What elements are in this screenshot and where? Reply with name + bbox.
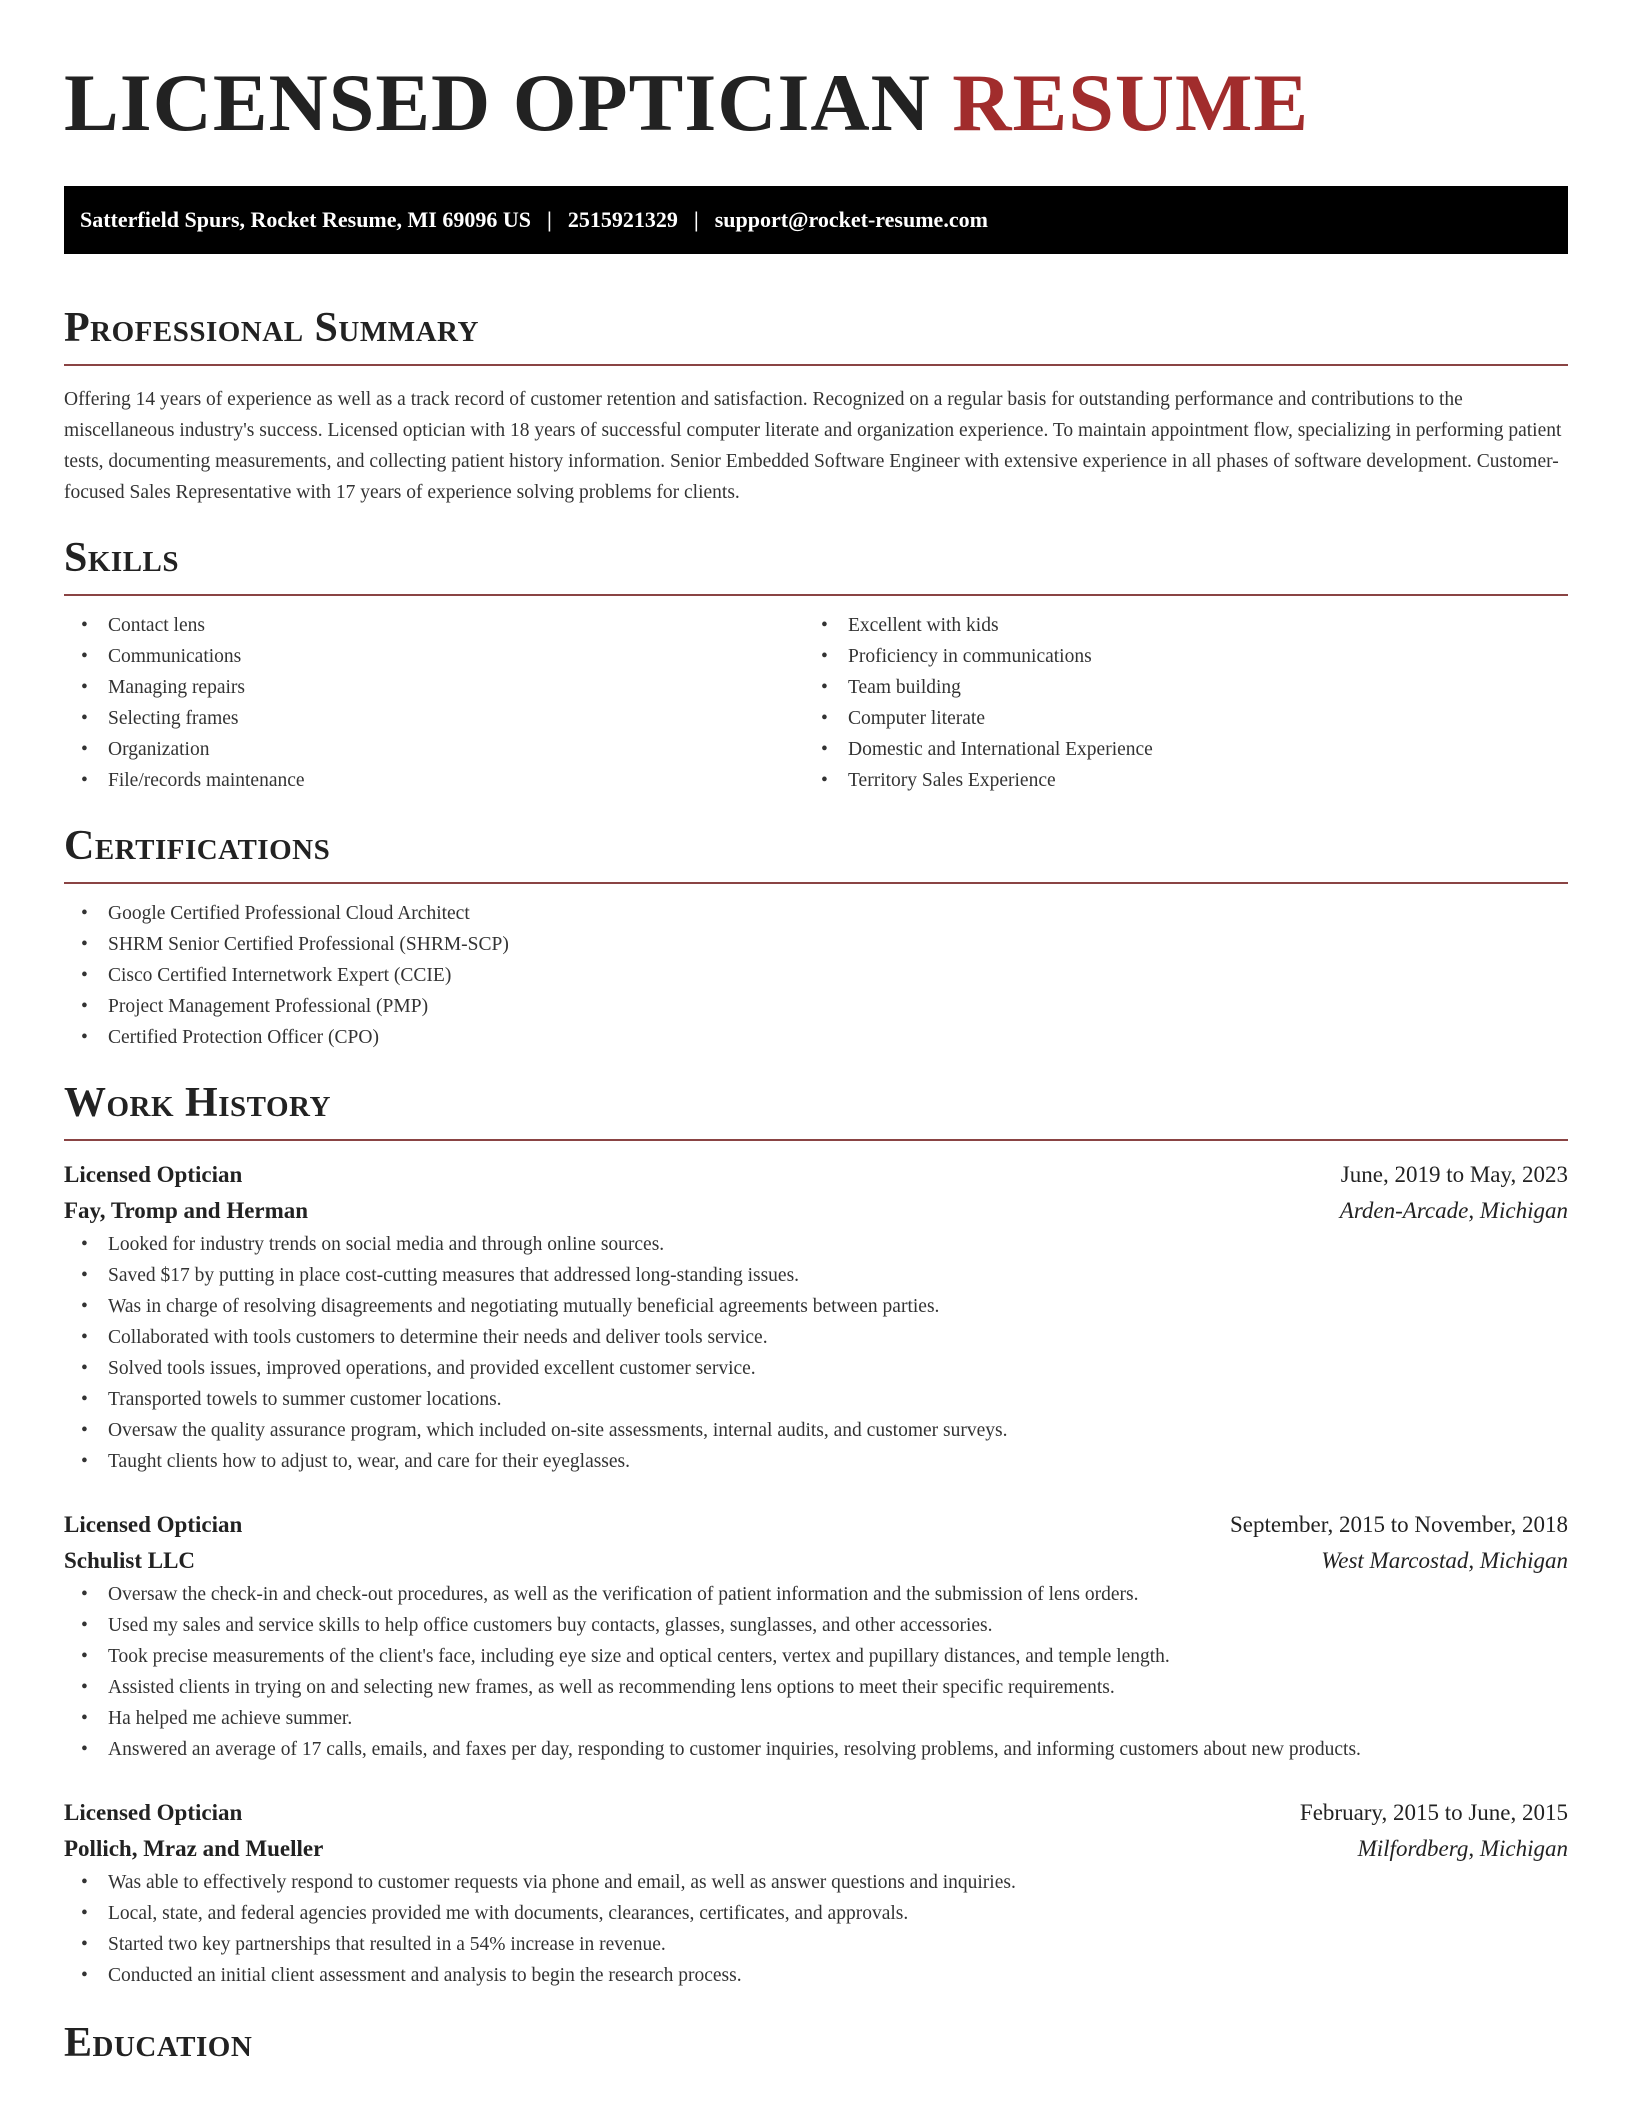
skills-right-list [804, 610, 1544, 796]
certification-item: • Certified Protection Officer (CPO) [64, 1022, 1568, 1053]
skill-item: • Excellent with kids [804, 610, 1544, 641]
skill-item: • Computer literate [804, 703, 1544, 734]
job-duty: • Saved $17 by putting in place cost-cutting measures that addressed long-standing issues. [64, 1260, 1568, 1291]
job-location: West Marcostad, Michigan [1321, 1548, 1568, 1573]
job-location: Milfordberg, Michigan [1357, 1836, 1568, 1861]
certifications-section [64, 822, 1568, 1053]
job-duty: • Started two key partnerships that resulted in a 54% increase in revenue. [64, 1929, 1568, 1960]
education-section [64, 2019, 1568, 2067]
job-company: Schulist LLC [64, 1548, 196, 1573]
skill-item: • Organization [64, 734, 804, 765]
job-duty: • Used my sales and service skills to help office customers buy contacts, glasses, sunglasses, and other accessories. [64, 1610, 1568, 1641]
job-dates: June, 2019 to May, 2023 [1340, 1162, 1568, 1187]
job-company: Fay, Tromp and Herman [64, 1198, 309, 1223]
contact-address: Satterfield Spurs, Rocket Resume, MI 69096 US [80, 207, 531, 232]
contact-phone: 2515921329 [567, 207, 678, 232]
certifications-heading: Certifications [64, 823, 331, 869]
contact-email: support@rocket-resume.com [714, 207, 988, 232]
job-duty: • Transported towels to summer customer locations. [64, 1384, 1568, 1415]
education-heading: Education [64, 2020, 253, 2066]
job-title: Licensed Optician [64, 1800, 243, 1825]
job-company-row [64, 1831, 1568, 1867]
job-duty: • Answered an average of 17 calls, emails, and faxes per day, responding to customer inquiries, resolving problems, and informing customers about new products. [64, 1734, 1568, 1765]
skills-left-list [64, 610, 804, 796]
job-entry [64, 1157, 1568, 1477]
certification-item: • Cisco Certified Internetwork Expert (CCIE) [64, 960, 1568, 991]
job-duty: • Oversaw the check-in and check-out procedures, as well as the verification of patient information and the submission of lens orders. [64, 1579, 1568, 1610]
job-duty: • Conducted an initial client assessment and analysis to begin the research process. [64, 1960, 1568, 1991]
job-duties-list [64, 1867, 1568, 1991]
section-divider [64, 882, 1568, 884]
job-company-row [64, 1193, 1568, 1229]
summary-heading: Professional Summary [64, 305, 479, 351]
job-dates: September, 2015 to November, 2018 [1230, 1512, 1568, 1537]
skills-grid [64, 610, 1568, 796]
job-duty: • Was in charge of resolving disagreements and negotiating mutually beneficial agreements between parties. [64, 1291, 1568, 1322]
certification-item: • SHRM Senior Certified Professional (SHRM-SCP) [64, 929, 1568, 960]
resume-title [64, 0, 1568, 148]
skill-item: • Selecting frames [64, 703, 804, 734]
job-title: Licensed Optician [64, 1162, 243, 1187]
job-header-row [64, 1795, 1568, 1831]
resume-title-accent: RESUME [952, 57, 1310, 148]
job-duty: • Looked for industry trends on social media and through online sources. [64, 1229, 1568, 1260]
certification-item: • Google Certified Professional Cloud Architect [64, 898, 1568, 929]
job-entry [64, 1507, 1568, 1765]
skill-item: • Proficiency in communications [804, 641, 1544, 672]
skill-item: • Domestic and International Experience [804, 734, 1544, 765]
certification-item: • Project Management Professional (PMP) [64, 991, 1568, 1022]
job-company-row [64, 1543, 1568, 1579]
job-duties-list [64, 1579, 1568, 1765]
job-location: Arden-Arcade, Michigan [1339, 1198, 1568, 1223]
job-entry [64, 1795, 1568, 1991]
skill-item: • Managing repairs [64, 672, 804, 703]
job-duty: • Assisted clients in trying on and selecting new frames, as well as recommending lens options to meet their specific requirements. [64, 1672, 1568, 1703]
skill-item: • Territory Sales Experience [804, 765, 1544, 796]
skill-item: • Contact lens [64, 610, 804, 641]
resume-title-main: LICENSED OPTICIAN [64, 57, 931, 148]
job-duty: • Took precise measurements of the client's face, including eye size and optical centers, vertex and pupillary distances, and temple length. [64, 1641, 1568, 1672]
job-header-row [64, 1157, 1568, 1193]
skills-heading: Skills [64, 535, 180, 581]
skills-section [64, 534, 1568, 796]
job-duty: • Was able to effectively respond to customer requests via phone and email, as well as answer questions and inquiries. [64, 1867, 1568, 1898]
job-dates: February, 2015 to June, 2015 [1299, 1800, 1568, 1825]
skill-item: • File/records maintenance [64, 765, 804, 796]
job-duty: • Solved tools issues, improved operations, and provided excellent customer service. [64, 1353, 1568, 1384]
section-divider [64, 1139, 1568, 1141]
work-history-heading: Work History [64, 1080, 331, 1126]
job-title: Licensed Optician [64, 1512, 243, 1537]
section-divider [64, 594, 1568, 596]
section-divider [64, 364, 1568, 366]
job-duty: • Taught clients how to adjust to, wear, and care for their eyeglasses. [64, 1446, 1568, 1477]
summary-text: Offering 14 years of experience as well as a track record of customer retention and satisfaction. Recognized on a regular basis for outstanding performance and contributions to the miscellaneous industry's success. Licensed optician with 18 years of successful computer literate and organization experience. To maintain appointment flow, specializing in performing patient tests, documenting measurements, and collecting patient history information. Senior Embedded Software Engineer with extensive experience in all phases of software development. Customer-focused Sales Representative with 17 years of experience solving problems for clients. [64, 389, 1562, 503]
certifications-list [64, 898, 1568, 1053]
summary-section [64, 304, 1568, 508]
job-duty: • Oversaw the quality assurance program, which included on-site assessments, internal audits, and customer surveys. [64, 1415, 1568, 1446]
skill-item: • Team building [804, 672, 1544, 703]
contact-separator: | [546, 207, 552, 232]
job-duty: • Ha helped me achieve summer. [64, 1703, 1568, 1734]
job-duty: • Local, state, and federal agencies provided me with documents, clearances, certificates, and approvals. [64, 1898, 1568, 1929]
job-header-row [64, 1507, 1568, 1543]
work-history-section [64, 1079, 1568, 1991]
job-duties-list [64, 1229, 1568, 1477]
skill-item: • Communications [64, 641, 804, 672]
contact-separator: | [693, 207, 699, 232]
job-duty: • Collaborated with tools customers to determine their needs and deliver tools service. [64, 1322, 1568, 1353]
job-company: Pollich, Mraz and Mueller [64, 1836, 324, 1861]
resume-page [64, 0, 1568, 2067]
contact-bar [64, 186, 1568, 254]
